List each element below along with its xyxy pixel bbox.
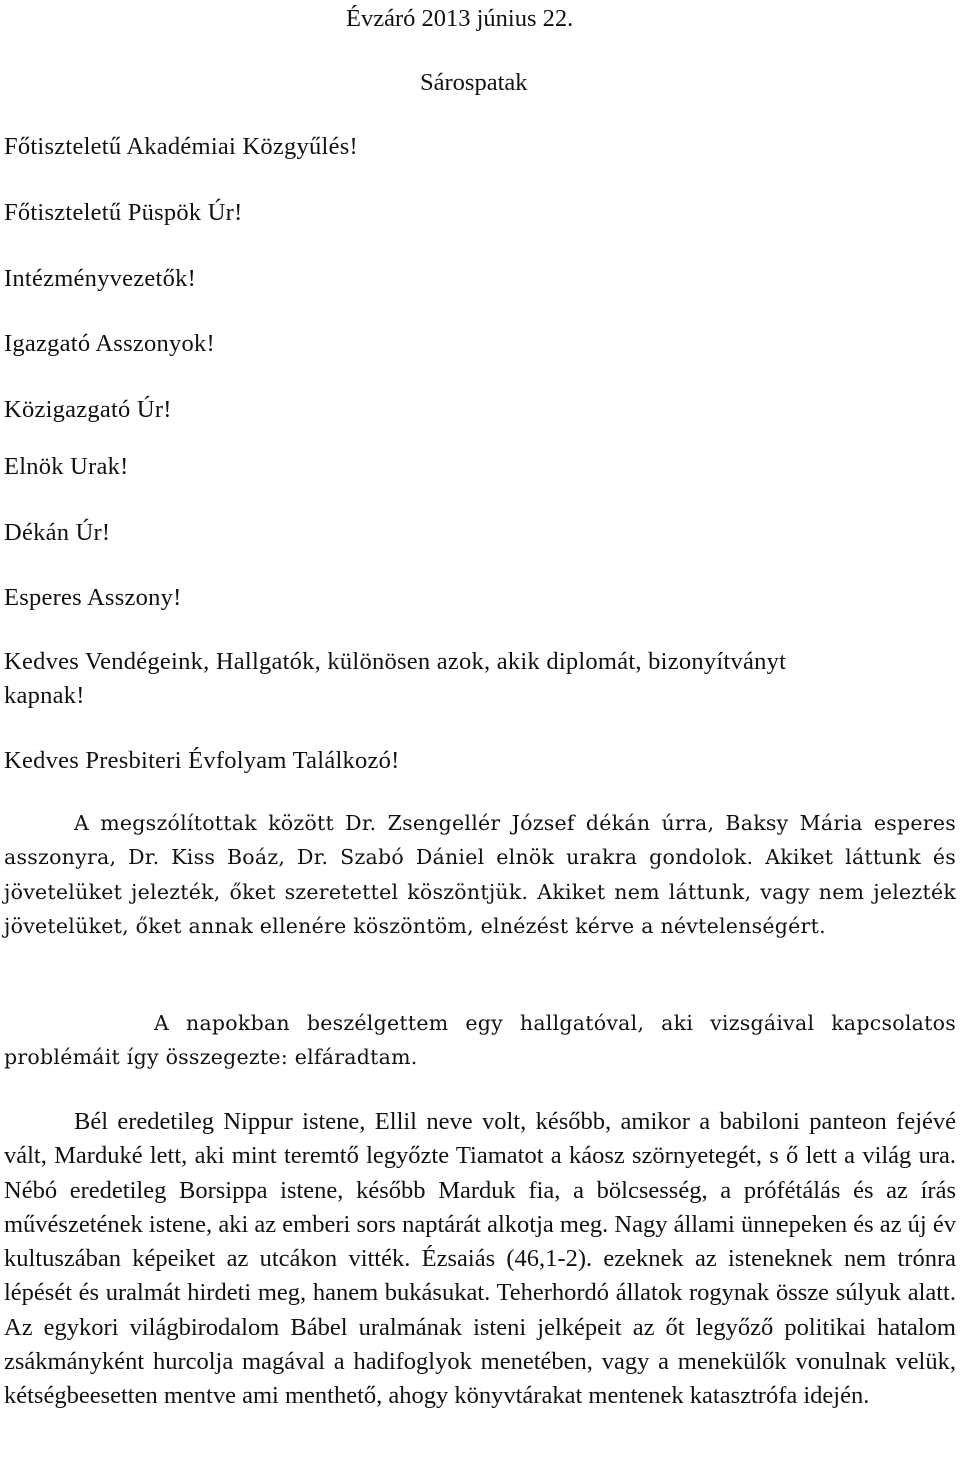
salutation-dean: Dékán Úr! [4, 519, 111, 546]
paragraph-bel-nebo: Bél eredetileg Nippur istene, Ellil neve volt, később, amikor a babiloni panteon fejévé vált, Marduké lett, aki mint teremtő legyőzte Tiamatot a káosz szörnyetegét, s ő lett a világ ura. Nébó eredetileg Borsippa istene, később Marduk fia, a bölcsesség, a prófétálás és az írás művészetének istene, aki az emberi sors naptárát alkotja meg. Nagy állami ünnepeken és az új év kultuszában képeiket az utcákon vitték. Ézsaiás (46,1-2). ezeknek az isteneknek nem trónra lépését és uralmát hirdeti meg, hanem bukásukat. Teherhordó állatok rogynak össze súlyuk alatt. Az egykori világbirodalom Bábel uralmának isteni jelképeit az őt legyőző politikai hatalom zsákmányként hurcolja magával a hadifoglyok menetében, vagy a menekülők vonulnak velük, kétségbeesetten mentve ami menthető, ahogy könyvtárakat mentenek katasztrófa idején. [4, 1108, 956, 1410]
speech-date: Évzáró 2013 június 22. [346, 5, 574, 32]
salutation-guests-line2: kapnak! [4, 682, 85, 709]
salutation-bishop: Főtiszteletű Püspök Úr! [4, 199, 243, 226]
salutation-guests-line1: Kedves Vendégeink, Hallgatók, különösen azok, akik diplomát, bizonyítványt [4, 648, 787, 675]
salutation-directors: Igazgató Asszonyok! [4, 330, 215, 357]
speech-place: Sárospatak [420, 69, 528, 96]
salutation-institution-heads: Intézményvezetők! [4, 265, 196, 292]
paragraph-addressed: A megszólítottak között Dr. Zsengellér József dékán úrra, Baksy Mária esperes asszonyra, Dr. Kiss Boáz, Dr. Szabó Dániel elnök urakra gondolok. Akiket láttunk és jövetelüket jelezték, őket szeretettel köszöntjük. Akiket nem láttunk, vagy nem jelezték jövetelüket, őket annak ellenére köszöntöm, elnézést kérve a névtelenségért. [4, 811, 956, 939]
salutation-academic-assembly: Főtiszteletű Akadémiai Közgyűlés! [4, 133, 358, 160]
salutation-administrator: Közigazgató Úr! [4, 396, 172, 423]
salutation-presbiter-reunion: Kedves Presbiteri Évfolyam Találkozó! [4, 747, 400, 774]
paragraph-student: A napokban beszélgettem egy hallgatóval, aki vizsgáival kapcsolatos problémáit így összegezte: elfáradtam. [4, 1011, 956, 1070]
salutation-presidents: Elnök Urak! [4, 453, 129, 480]
salutation-dean-woman: Esperes Asszony! [4, 584, 182, 611]
